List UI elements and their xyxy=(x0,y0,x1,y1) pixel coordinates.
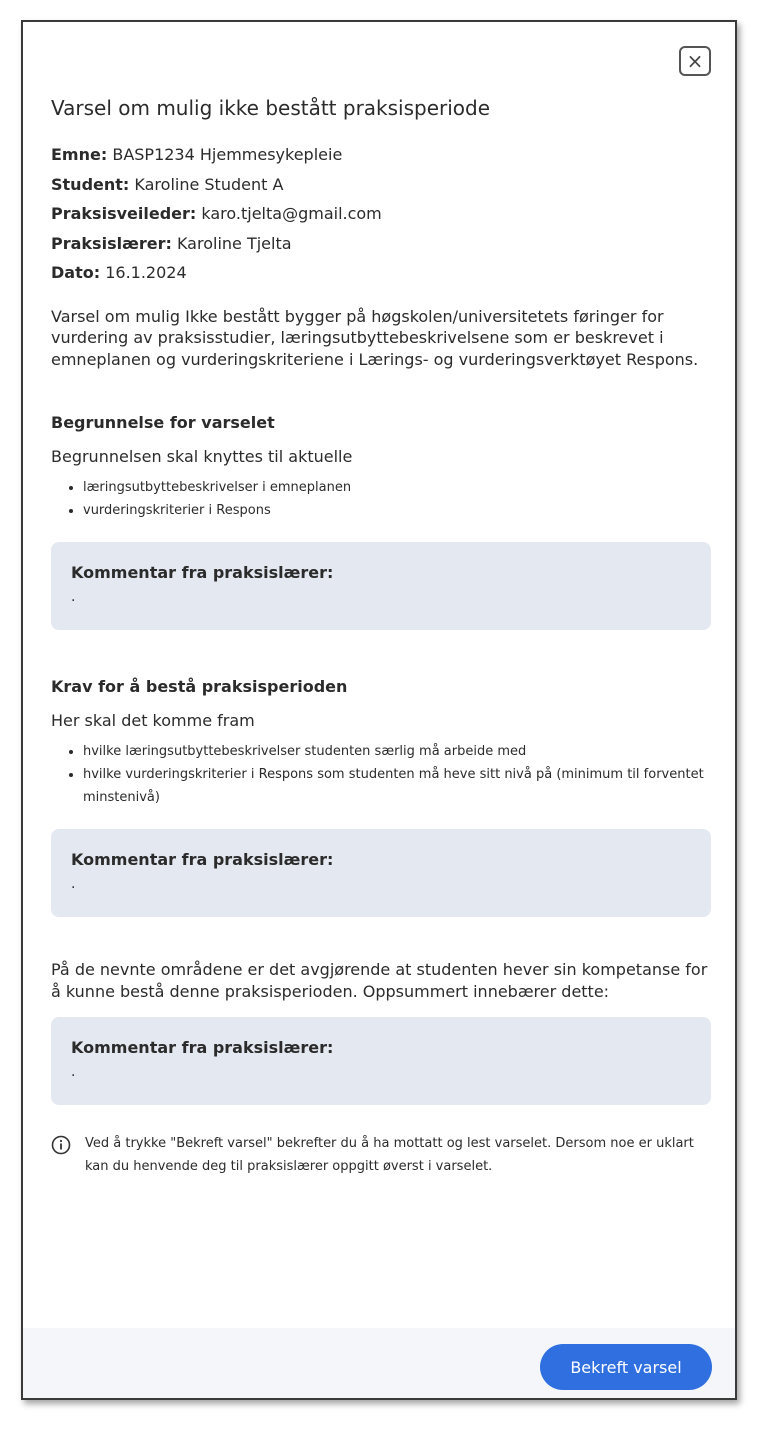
info-note xyxy=(51,1133,711,1178)
section-reason xyxy=(51,412,711,630)
comment-value: . xyxy=(71,876,76,892)
confirm-warning-button[interactable]: Bekreft varsel xyxy=(540,1344,712,1390)
meta-value: BASP1234 Hjemmesykepleie xyxy=(112,145,343,164)
section-requirements xyxy=(51,676,711,917)
comment-box xyxy=(51,1017,711,1105)
list-item: • hvilke vurderingskriterier i Respons som studenten må heve sitt nivå på (minimum til forventet minstenivå) xyxy=(83,763,711,809)
list-item: • læringsutbyttebeskrivelser i emneplanen xyxy=(83,476,711,499)
meta-label: Emne: xyxy=(51,145,108,164)
list-item: • hvilke læringsutbyttebeskrivelser studenten særlig må arbeide med xyxy=(83,740,711,763)
warning-dialog xyxy=(21,20,737,1400)
meta-value: karo.tjelta@gmail.com xyxy=(201,204,382,223)
section-heading: Krav for å bestå praksisperioden xyxy=(51,677,348,696)
comment-box xyxy=(51,829,711,917)
comment-value: . xyxy=(71,1064,76,1080)
meta-label: Praksisveileder: xyxy=(51,204,197,223)
meta-date xyxy=(51,258,711,288)
close-icon: × xyxy=(686,49,704,73)
meta-student xyxy=(51,170,711,200)
section-summary xyxy=(51,959,711,1105)
comment-box xyxy=(51,542,711,630)
section-subtext: Begrunnelsen skal knyttes til aktuelle xyxy=(51,447,353,466)
section-subtext: Her skal det komme fram xyxy=(51,711,255,730)
comment-label: Kommentar fra praksislærer: xyxy=(71,1038,334,1057)
bullet-list xyxy=(51,740,711,809)
comment-label: Kommentar fra praksislærer: xyxy=(71,850,334,869)
comment-value: . xyxy=(71,589,76,605)
meta-label: Dato: xyxy=(51,263,101,282)
meta-list xyxy=(51,140,711,288)
info-text: Ved å trykke "Bekreft varsel" bekrefter du å ha mottatt og lest varselet. Dersom noe er uklart kan du henvende deg til praksislærer oppgitt øverst i varselet. xyxy=(85,1136,694,1174)
list-item: • vurderingskriterier i Respons xyxy=(83,499,711,522)
bullet-list xyxy=(51,476,711,522)
close-button[interactable] xyxy=(679,46,711,76)
dialog-title: Varsel om mulig ikke bestått praksisperiode xyxy=(51,96,491,120)
meta-value: 16.1.2024 xyxy=(105,263,187,282)
meta-label: Student: xyxy=(51,174,130,194)
meta-label: Praksislærer: xyxy=(51,233,172,253)
meta-teacher xyxy=(51,229,711,259)
section-heading: Begrunnelse for varselet xyxy=(51,413,275,432)
comment-label: Kommentar fra praksislærer: xyxy=(71,563,334,582)
dialog-footer xyxy=(23,1328,735,1398)
meta-value: Karoline Tjelta xyxy=(176,233,292,253)
summary-text: På de nevnte områdene er det avgjørende at studenten hever sin kompetanse for å kunne bestå denne praksisperioden. Oppsummert innebærer dette: xyxy=(51,960,708,1001)
meta-supervisor xyxy=(51,199,711,229)
meta-value: Karoline Student A xyxy=(134,174,284,194)
intro-text: Varsel om mulig Ikke bestått bygger på høgskolen/universitetets føringer for vurdering av praksisstudier, læringsutbyttebeskrivelsene som er beskrevet i emneplanen og vurderingskriteriene i Lærings- og vurderingsverktøyet Respons. xyxy=(51,306,699,369)
info-circle-icon xyxy=(51,1135,71,1155)
dialog-content xyxy=(51,94,711,1178)
meta-course xyxy=(51,140,711,170)
